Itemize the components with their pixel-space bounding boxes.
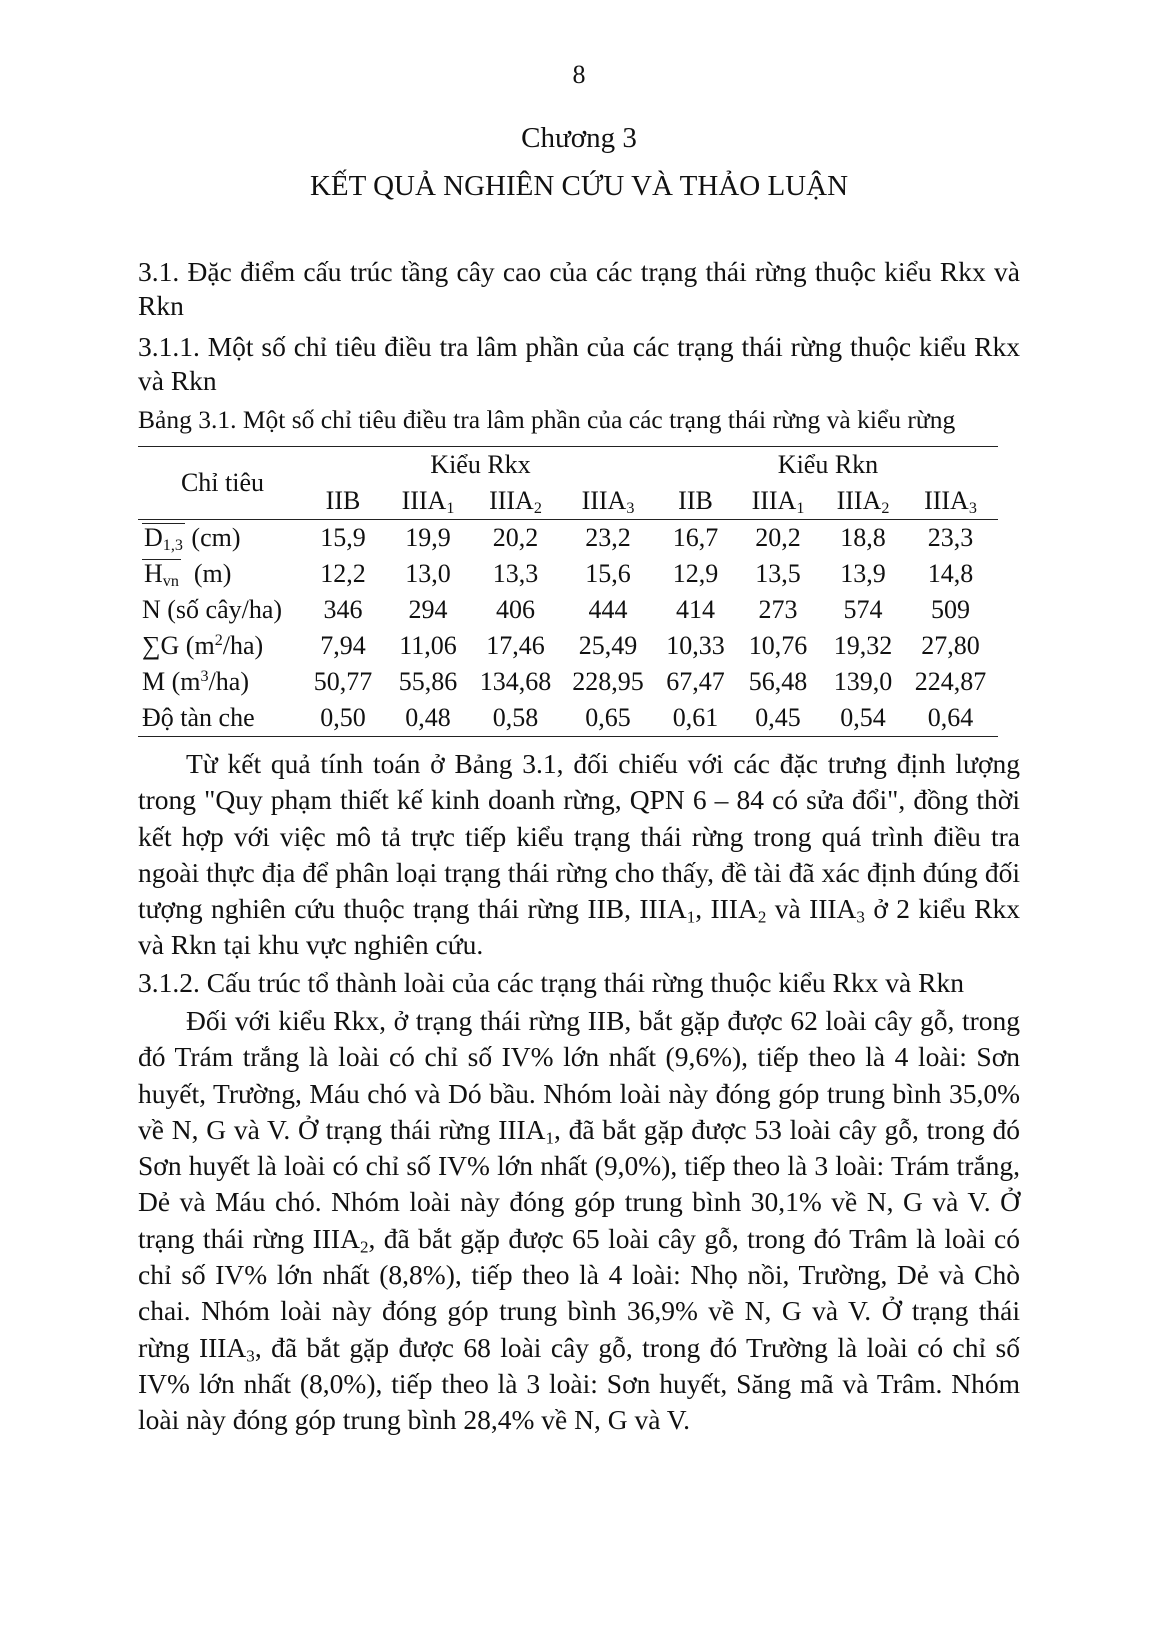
row-label-diameter: $D_{1,3}$ (cm): [144, 523, 241, 555]
table-cell: 444: [588, 595, 628, 624]
paragraph-species-composition: Đối với kiểu Rkx, ở trạng thái rừng IIB, bắt gặp được 62 loài cây gỗ, trong đó Trám trắng là loài có chỉ số IV% lớn nhất (9,6%), tiếp theo là 4 loài: Sơn huyết, Trường, Máu chó và Dó bầu. Nhóm loài này đóng góp trung bình 35,0% về N, G và V. Ở trạng thái rừng $IIIA_1$, đã bắt gặp được 53 loài cây gỗ, trong đó Sơn huyết là loài có chỉ số IV% lớn nhất (9,0%), tiếp theo là 3 loài: Trám trắng, Dẻ và Máu chó. Nhóm loài này đóng góp trung bình 30,1% về N, G và V. Ở trạng thái rừng $IIIA_2$, đã bắt gặp được 65 loài cây gỗ, trong đó Trâm là loài có chỉ số IV% lớn nhất (8,8%), tiếp theo là 4 loài: Nhọ nồi, Trường, Dẻ và Chò chai. Nhóm loài này đóng góp trung bình 36,9% về N, G và V. Ở trạng thái rừng $IIIA_3$, đã bắt gặp được 68 loài cây gỗ, trong đó Trường là loài có chỉ số IV% lớn nhất (8,0%), tiếp theo là 3 loài: Sơn huyết, Săng mã và Trâm. Nhóm loài này đóng góp trung bình 28,4% về N, G và V.: [138, 1005, 1020, 1436]
table-caption: Bảng 3.1. Một số chỉ tiêu điều tra lâm phần của các trạng thái rừng và kiểu rừng: [138, 405, 956, 434]
table-cell: 11,06: [399, 631, 457, 660]
table-cell: 50,77: [313, 667, 373, 696]
table-cell: 414: [676, 595, 715, 624]
section-3-1-2-heading: 3.1.2. Cấu trúc tổ thành loài của các trạng thái rừng thuộc kiểu Rkx và Rkn: [138, 967, 964, 998]
row-label-basal-area: ∑G $(m^2/ha)$: [142, 631, 264, 660]
table-cell: 13,5: [755, 559, 801, 588]
table-cell: 23,2: [585, 523, 631, 552]
row-label-canopy: Độ tàn che: [138, 700, 303, 737]
table-cell: 16,7: [672, 523, 719, 552]
forest-indicators-table: [138, 446, 998, 737]
group-header-rkx: Kiểu Rkx: [303, 447, 658, 484]
row-label-density: N (số cây/ha): [142, 595, 283, 624]
row-label-height: $H_{vn}$ (m): [144, 559, 232, 591]
table-cell: 19,9: [405, 523, 451, 552]
chapter-title: KẾT QUẢ NGHIÊN CỨU VÀ THẢO LUẬN: [309, 170, 849, 202]
table-row: [138, 664, 998, 700]
table-row: [138, 520, 998, 557]
table-cell: 18,8: [840, 523, 886, 552]
table-cell: 509: [931, 595, 970, 624]
section-3-1-1-heading: 3.1.1. Một số chỉ tiêu điều tra lâm phần của các trạng thái rừng thuộc kiểu Rkx và Rkn: [138, 331, 1020, 396]
table-cell: 574: [843, 595, 883, 624]
table-cell: 134,68: [479, 667, 552, 696]
header-label: Chỉ tiêu: [138, 447, 303, 520]
section-3-1-heading: 3.1. Đặc điểm cấu trúc tầng cây cao của các trạng thái rừng thuộc kiểu Rkx và Rkn: [138, 256, 1020, 321]
table-cell: 224,87: [914, 667, 987, 696]
table-cell: 15,6: [585, 559, 631, 588]
table-cell: 346: [323, 595, 363, 624]
row-label-volume: M $(m^3/ha)$: [142, 667, 249, 696]
table-cell: 15,9: [320, 523, 366, 552]
table-cell: 0,45: [733, 700, 823, 737]
table-row: [138, 700, 998, 737]
state-header: $IIIA_2$: [823, 483, 903, 520]
table-cell: 7,94: [320, 631, 366, 660]
state-header: $IIIA_3$: [558, 483, 658, 520]
table-cell: 12,9: [672, 559, 719, 588]
table-cell: 10,33: [666, 631, 725, 660]
table-cell: 13,3: [492, 559, 539, 588]
paragraph-table-interpretation: Từ kết quả tính toán ở Bảng 3.1, đối chiếu với các đặc trưng định lượng trong "Quy phạm thiết kế kinh doanh rừng, QPN 6 – 84 có sửa đổi", đồng thời kết hợp với việc mô tả trực tiếp kiểu trạng thái rừng trong quá trình điều tra ngoài thực địa để phân loại trạng thái rừng cho thấy, đề tài đã xác định đúng đối tượng nghiên cứu thuộc trạng thái rừng IIB, $IIIA_1$, $IIIA_2$ và $IIIA_3$ ở 2 kiểu Rkx và Rkn tại khu vực nghiên cứu.: [138, 748, 1020, 961]
table-cell: 56,48: [748, 667, 808, 696]
table-cell: 0,61: [658, 700, 733, 737]
table-cell: 17,46: [486, 631, 545, 660]
table-cell: 0,65: [558, 700, 658, 737]
table-cell: 0,54: [823, 700, 903, 737]
table-row: [138, 556, 998, 592]
table-row: [138, 628, 998, 664]
table-cell: 0,58: [473, 700, 558, 737]
table-cell: 0,48: [383, 700, 473, 737]
table-cell: 67,47: [666, 667, 725, 696]
chapter-heading: Chương 3: [521, 122, 637, 154]
table-cell: 20,2: [492, 523, 539, 552]
table-cell: 273: [758, 595, 798, 624]
table-cell: 55,86: [398, 667, 458, 696]
table-cell: 27,80: [921, 631, 980, 660]
table-cell: 139,0: [833, 667, 893, 696]
table-cell: 25,49: [578, 631, 638, 660]
table-cell: 228,95: [572, 667, 644, 696]
table-cell: 14,8: [927, 559, 974, 588]
table-cell: 20,2: [755, 523, 801, 552]
state-header: $IIIA_1$: [733, 483, 823, 520]
table-cell: 12,2: [320, 559, 366, 588]
state-header: $IIIA_2$: [473, 483, 558, 520]
table-cell: 13,9: [840, 559, 886, 588]
group-header-rkn: Kiểu Rkn: [658, 447, 998, 484]
page-number: 8: [572, 60, 586, 89]
table-cell: 294: [408, 595, 448, 624]
table-cell: 23,3: [927, 523, 974, 552]
table-cell: 10,76: [748, 631, 808, 660]
table-cell: 0,64: [903, 700, 998, 737]
state-header: $IIIA_3$: [903, 483, 998, 520]
table-cell: 406: [496, 595, 535, 624]
table-cell: 0,50: [303, 700, 383, 737]
state-header: $IIIA_1$: [383, 483, 473, 520]
table-cell: 19,32: [833, 631, 893, 660]
state-header: IIB: [303, 483, 383, 520]
table-row: [138, 592, 998, 628]
table-header-row: [138, 447, 998, 484]
table-cell: 13,0: [405, 559, 451, 588]
state-header: IIB: [658, 483, 733, 520]
